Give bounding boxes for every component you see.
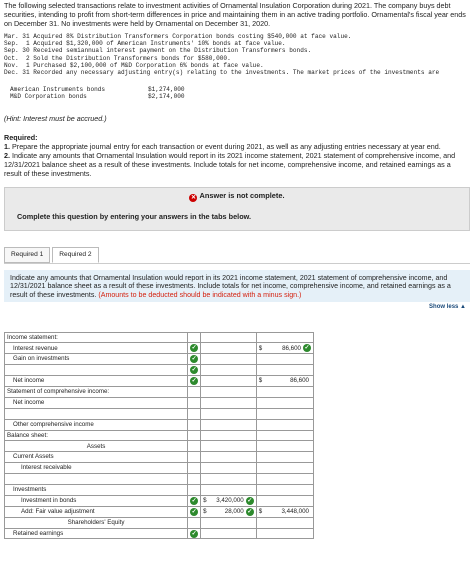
transaction-text: Received semiannual interest payment on the Distribution Transformers bonds.: [33, 47, 312, 55]
instruction-text: Indicate any amounts that Ornamental Insulation would report in its 2021 income statement, 2021 statement of comprehensive income, and 12/31/2021 balance sheet as a result of these investments. Include totals for net income, comprehensive income, and retained earnings as a result of these investments.: [10, 273, 451, 299]
amount-input-2[interactable]: [256, 408, 313, 419]
amount-input-1[interactable]: [201, 474, 257, 485]
line-item-label[interactable]: Assets: [5, 441, 188, 452]
required-2-text: Indicate any amounts that Ornamental Insulation would report in its 2021 income statement, 2021 statement of comprehensive income, and 12/31/2021 balance sheet as a result of these investments. Include totals for net income, comprehensive income, and retained earnings as a result of these investments.: [4, 150, 456, 178]
amount-input-1[interactable]: [201, 397, 257, 408]
label-check-cell: [188, 528, 201, 539]
label-check-cell: [188, 365, 201, 376]
line-item-label[interactable]: Current Assets: [5, 452, 188, 463]
amount-input-2[interactable]: [256, 485, 313, 496]
amount-input-2[interactable]: [256, 463, 313, 474]
amount-input-1[interactable]: [201, 441, 257, 452]
correct-check-icon: ✓: [191, 378, 197, 385]
line-item-label[interactable]: Interest receivable: [5, 463, 188, 474]
amount-input-1[interactable]: [201, 452, 257, 463]
transactions-list: [4, 33, 470, 76]
amount-input-2[interactable]: [256, 387, 313, 398]
amount-value[interactable]: 3,448,000: [281, 507, 309, 515]
table-row: [5, 506, 314, 517]
amount-input-1[interactable]: [201, 408, 257, 419]
problem-intro: The following selected transactions relate to investment activities of Ornamental Insulation Corporation during 2021. The company buys debt securities, intending to profit from short-term differences in price and maintaining them in an active trading portfolio. Ornamental's fiscal year ends on December 31. No investments were held by Ornamental on December 31, 2020.: [4, 1, 466, 28]
investment-name: American Instruments bonds: [10, 86, 106, 94]
label-check-cell: [188, 397, 201, 408]
transaction-date: Dec. 31: [4, 68, 34, 76]
amount-input-1[interactable]: [201, 376, 257, 387]
label-check-cell: [188, 506, 201, 517]
label-check-cell: [188, 332, 201, 343]
amount-input-2[interactable]: [256, 506, 313, 517]
table-row: [5, 343, 314, 354]
tab-required-2[interactable]: Required 2: [52, 247, 98, 263]
table-row: [5, 376, 314, 387]
table-row: [5, 495, 314, 506]
table-row: [5, 463, 314, 474]
table-row: [5, 441, 314, 452]
line-item-label[interactable]: Gain on investments: [5, 354, 188, 365]
transaction-date: Mar. 31: [4, 33, 34, 40]
dollar-sign: $: [203, 496, 207, 504]
label-check-cell: [188, 463, 201, 474]
line-item-label[interactable]: Net income: [5, 397, 188, 408]
label-check-cell: [188, 430, 201, 441]
line-item-label[interactable]: Income statement:: [5, 332, 188, 343]
dollar-sign: $: [258, 507, 263, 515]
label-check-cell: [188, 452, 201, 463]
market-price-value: $1,274,000: [148, 86, 185, 94]
required-1-text: Prepare the appropriate journal entry for each transaction or event during 2021, as well as any adjusting entries necessary at year end.: [12, 141, 441, 151]
transaction-row: [4, 69, 470, 76]
line-item-label[interactable]: Net income: [5, 376, 188, 387]
table-row: [5, 387, 314, 398]
amount-input-2[interactable]: [256, 343, 313, 354]
line-item-label[interactable]: Other comprehensive income: [5, 419, 188, 430]
amount-input-2[interactable]: [256, 441, 313, 452]
amount-input-2[interactable]: [256, 376, 313, 387]
label-check-cell: [188, 376, 201, 387]
label-check-cell: [188, 343, 201, 354]
amount-value[interactable]: 86,600: [282, 344, 301, 352]
table-row: [5, 408, 314, 419]
correct-check-icon: ✓: [304, 345, 310, 352]
complete-instruction: Complete this question by entering your answers in the tabs below.: [17, 211, 252, 221]
amount-input-1[interactable]: [201, 506, 257, 517]
amount-input-1[interactable]: [201, 387, 257, 398]
table-row: [5, 452, 314, 463]
transaction-date: Sep. 30: [4, 47, 34, 55]
table-row: [5, 474, 314, 485]
amount-input-1[interactable]: [201, 332, 257, 343]
instruction-box: [4, 270, 470, 302]
amount-input-2[interactable]: [256, 495, 313, 506]
amount-input-2[interactable]: [256, 397, 313, 408]
answer-status-box: [4, 187, 470, 231]
table-row: [5, 430, 314, 441]
amount-input-1[interactable]: [201, 485, 257, 496]
financial-statements-table: [4, 332, 314, 540]
market-price-row: [10, 86, 470, 93]
label-check-cell: [188, 408, 201, 419]
amount-input-1[interactable]: [201, 517, 257, 528]
correct-check-icon: ✓: [191, 508, 197, 515]
line-item-label[interactable]: Investment in bonds: [5, 495, 188, 506]
transaction-text: Purchased $2,100,000 of M&D Corporation 6% bonds at face value.: [33, 61, 264, 69]
label-check-cell: [188, 474, 201, 485]
transaction-text: Sold the Distribution Transformers bonds for $580,000.: [33, 54, 231, 62]
label-check-cell: [188, 387, 201, 398]
correct-check-icon: ✓: [191, 367, 197, 374]
table-row: [5, 397, 314, 408]
dollar-sign: $: [258, 344, 263, 352]
line-item-label[interactable]: [5, 365, 188, 376]
transaction-date: Sep. 1: [4, 40, 34, 48]
required-1-number: 1.: [4, 141, 10, 151]
transaction-date: Nov. 1: [4, 61, 34, 69]
table-row: [5, 354, 314, 365]
line-item-label[interactable]: Interest revenue: [5, 343, 188, 354]
line-item-label[interactable]: Balance sheet:: [5, 430, 188, 441]
error-x-icon: ✕: [190, 194, 196, 201]
amount-input-2[interactable]: [256, 354, 313, 365]
required-2-number: 2.: [4, 150, 10, 160]
amount-input-1[interactable]: [201, 354, 257, 365]
transaction-row: [4, 33, 470, 40]
transaction-row: [4, 62, 470, 69]
label-check-cell: [188, 517, 201, 528]
amount-input-2[interactable]: [256, 517, 313, 528]
amount-input-1[interactable]: [201, 419, 257, 430]
line-item-label[interactable]: Investments: [5, 485, 188, 496]
amount-input-1[interactable]: [201, 495, 257, 506]
required-section: [4, 133, 470, 178]
table-row: [5, 365, 314, 376]
line-item-label[interactable]: Shareholders' Equity: [5, 517, 188, 528]
amount-input-2[interactable]: [256, 528, 313, 539]
amount-value[interactable]: 86,600: [290, 377, 309, 385]
amount-input-1[interactable]: [201, 528, 257, 539]
amount-input-1[interactable]: [201, 463, 257, 474]
correct-check-icon: ✓: [191, 497, 197, 504]
transaction-text: Recorded any necessary adjusting entry(s) relating to the investments. The market prices of the investments are: [33, 68, 440, 76]
correct-check-icon: ✓: [191, 356, 197, 363]
correct-check-icon: ✓: [247, 508, 253, 515]
amount-input-2[interactable]: [256, 430, 313, 441]
line-item-label[interactable]: Statement of comprehensive income:: [5, 387, 188, 398]
line-item-label[interactable]: Add: Fair value adjustment: [5, 506, 188, 517]
amount-input-2[interactable]: [256, 332, 313, 343]
hint-text: (Hint: Interest must be accrued.): [4, 113, 107, 123]
required-heading: Required:: [4, 132, 38, 142]
label-check-cell: [188, 419, 201, 430]
amount-input-1[interactable]: [201, 343, 257, 354]
investment-name: M&D Corporation bonds: [10, 93, 87, 101]
table-row: [5, 332, 314, 343]
amount-input-2[interactable]: [256, 365, 313, 376]
market-prices-list: [10, 86, 470, 101]
label-check-cell: [188, 441, 201, 452]
amount-input-2[interactable]: [256, 474, 313, 485]
tab-bar: [4, 247, 470, 263]
correct-check-icon: ✓: [191, 530, 197, 537]
correct-check-icon: ✓: [191, 345, 197, 352]
line-item-label[interactable]: Retained earnings: [5, 528, 188, 539]
amount-value[interactable]: 3,420,000: [216, 496, 244, 504]
answer-status-text: Answer is not complete.: [199, 190, 285, 200]
table-row: [5, 517, 314, 528]
table-row: [5, 528, 314, 539]
show-less-label[interactable]: Show less: [429, 304, 459, 311]
dollar-sign: $: [203, 507, 207, 515]
dollar-sign: $: [258, 377, 263, 385]
table-row: [5, 419, 314, 430]
correct-check-icon: ✓: [247, 497, 253, 504]
show-less-link[interactable]: [4, 304, 470, 312]
label-check-cell: [188, 354, 201, 365]
amount-input-1[interactable]: [201, 365, 257, 376]
tab-panel: [4, 263, 470, 540]
transaction-date: Oct. 2: [4, 54, 34, 62]
transaction-text: Acquired 8% Distribution Transformers Corporation bonds costing $540,000 at face value.: [33, 33, 352, 40]
transaction-row: [4, 55, 470, 62]
table-row: [5, 485, 314, 496]
line-item-label[interactable]: [5, 474, 188, 485]
amount-input-1[interactable]: [201, 430, 257, 441]
line-item-label[interactable]: [5, 408, 188, 419]
instruction-red-note: (Amounts to be deducted should be indicated with a minus sign.): [98, 290, 302, 299]
market-price-value: $2,174,000: [148, 93, 185, 101]
amount-input-2[interactable]: [256, 452, 313, 463]
tab-required-1[interactable]: Required 1: [4, 247, 50, 263]
amount-input-2[interactable]: [256, 419, 313, 430]
market-price-row: [10, 93, 470, 100]
caret-up-icon[interactable]: ▲: [460, 304, 466, 311]
transaction-row: [4, 47, 470, 54]
label-check-cell: [188, 495, 201, 506]
amount-value[interactable]: 28,000: [224, 507, 244, 515]
label-check-cell: [188, 485, 201, 496]
transaction-text: Acquired $1,320,000 of American Instruments' 10% bonds at face value.: [33, 40, 286, 48]
answer-status: [5, 191, 469, 202]
transaction-row: [4, 40, 470, 47]
